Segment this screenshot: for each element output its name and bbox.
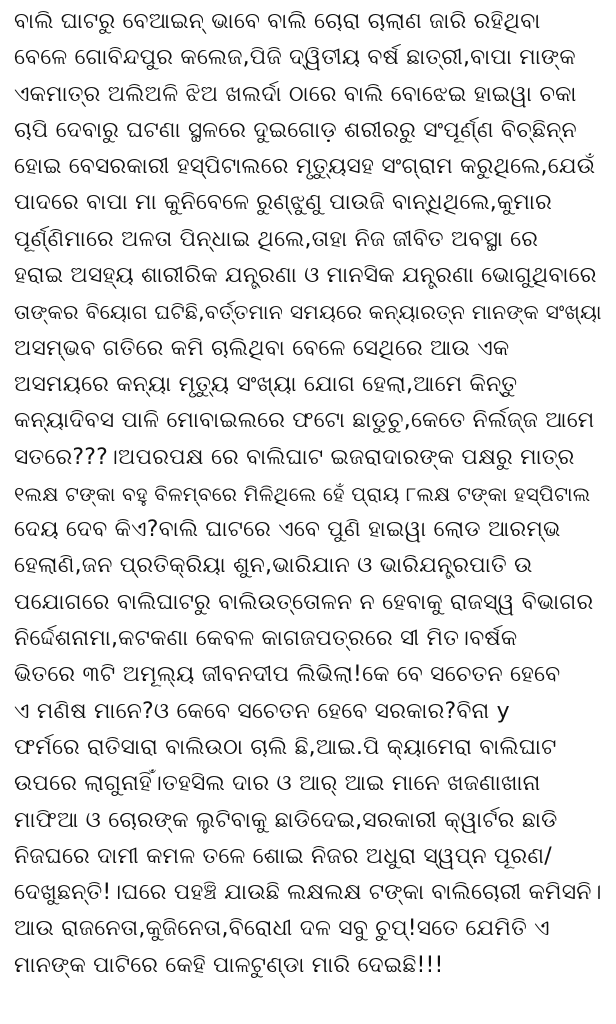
text-line: ସତରେ???।ଅପରପକ୍ଷ ରେ ବାଲିଘାଟ ଇଜରାଦାରଙ୍କ ପକ୍ଷରୁ ମାତ୍ର xyxy=(14,444,575,470)
text-line: ପୂର୍ଣ୍ଣିମାରେ ଅଳତା ପିନ୍ଧାଇ ଥିଲେ,ତାହା ନିଜ ଜୀବିତ ଅବସ୍ଥା ରେ xyxy=(14,226,539,252)
text-line: ମାନଙ୍କ ପାଟିରେ କେହି ପାଳଟୁଣ୍ଡା ମାରି ଦେଇଛି!!! xyxy=(14,952,444,978)
text-line: ହରାଇ ଅସହ୍ୟ ଶାରୀରିକ ଯନ୍ତ୍ରଣା ଓ ମାନସିକ ଯନ୍ତ୍ରଣା ଭୋଗୁଥିବାରେ xyxy=(14,263,597,289)
text-line: ଦେୟ ଦେବ କିଏ?ବାଲି ଘାଟରେ ଏବେ ପୁଣି ହାଇୱା ଲୋଡ ଆରମ୍ଭ xyxy=(14,517,561,543)
text-line: କନ୍ୟାଦିବସ ପାଳି ମୋବାଇଲରେ ଫଟୋ ଛାଡୁଚୁ,କେତେ ନିର୍ଲଜ୍ଜ ଆମେ xyxy=(14,408,595,434)
text-line: ପାଦରେ ବାପା ମା କୁନିବେଳେ ରୁଣ୍ଝୁଣୁ ପାଉଜି ବାନ୍ଧିଥିଲେ,କୁମାର xyxy=(14,190,552,216)
text-line: ତାଙ୍କର ବିୟୋଗ ଘଟିଛି,ବର୍ତ୍ତମାନ ସମୟରେ କନ୍ୟାରତ୍ନ ମାନଙ୍କ ସଂଖ୍ୟା xyxy=(14,300,602,325)
text-line: ବାଲି ଘାଟରୁ ବେଆଇନ୍ ଭାବେ ବାଲି ଚୋରା ଚାଲାଣ ଜାରି ରହିଥିବା xyxy=(14,9,541,34)
text-line: ନିର୍ଦ୍ଦେଶନାମା,କଟକଣା କେବଳ କାଗଜପତ୍ରରେ ସୀ ମିତ।ବର୍ଷକ xyxy=(14,626,518,652)
text-line: ବେଳେ ଗୋବିନ୍ଦପୁର କଲେଜ,ପିଜି ଦ୍ୱିତୀୟ ବର୍ଷ ଛାତ୍ରୀ,ବାପା ମାଙ୍କ xyxy=(14,45,576,71)
text-line: ଏ ମଣିଷ ମାନେ?ଓ କେବେ ସଚେତନ ହେବେ ସରକାର?ବିନା y xyxy=(14,698,510,724)
text-line: ଫର୍ମରେ ରାତିସାରା ବାଲିଉଠା ଚାଲି ଛି,ଆଇ.ପି କ୍ୟାମେରା ବାଲିଘାଟ xyxy=(14,734,557,760)
text-line: ଅସମୟରେ କନ୍ୟା ମୃତ୍ୟୁ ସଂଖ୍ୟା ଯୋଗ ହେଲା,ଆମେ କିନ୍ତୁ xyxy=(14,371,518,397)
text-line: ଏକମାତ୍ର ଅଲିଅଳି ଝିଅ ଖଲର୍ଦା ଠାରେ ବାଲି ବୋଝେଇ ହାଇୱା ଚକା xyxy=(14,81,577,107)
text-line: ପଯୋଗରେ ବାଲିଘାଟରୁ ବାଲିଉତ୍ତୋଳନ ନ ହେବାକୁ ରାଜସ୍ୱ ବିଭାଗର xyxy=(14,589,594,615)
text-line: ନିଜଘରେ ଦାମୀ କମଳ ତଳେ ଶୋଇ ନିଜର ଅଧୁରା ସ୍ୱପ୍ନ ପୂରଣ/ xyxy=(14,843,552,869)
text-line: ହୋଇ ବେସରକାରୀ ହସ୍ପିଟାଲରେ ମୃତ୍ୟୁସହ ସଂଗ୍ରାମ କରୁଥିଲେ,ଯେଉଁ xyxy=(14,154,596,180)
text-line: ଆଉ ରାଜନେତା,କୁଜିନେତା,ବିରୋଧୀ ଦଳ ସବୁ ଚୁପ୍!ସତେ ଯେମିତି ଏ xyxy=(14,916,550,942)
text-line: ଅସମ୍ଭବ ଗତିରେ କମି ଚାଲିଥିବା ବେଳେ ସେଥିରେ ଆଉ ଏକ xyxy=(14,335,510,361)
text-line: ହେଲାଣି,ଜନ ପ୍ରତିକ୍ରିୟା ଶୁନ,ଭାରିଯାନ ଓ ଭାରିଯନ୍ତ୍ରପାତି ଉ xyxy=(14,553,533,579)
text-line: ଚାପି ଦେବାରୁ ଘଟଣା ସ୍ଥଳରେ ଦୁଇଗୋଡ଼ ଶରୀରରୁ ସଂପୂର୍ଣ୍ଣ ବିଚ୍ଛିନ୍ନ xyxy=(14,117,577,143)
text-line: ଉପରେ ଲାଗୁନାହିଁ।ତହସିଲ ଦାର ଓ ଆର୍ ଆଇ ମାନେ ଖଜଣାଖାନା xyxy=(14,771,541,797)
text-line: ୧ଲକ୍ଷ ଟଙ୍କା ବହୁ ବିଳମ୍ବରେ ମିଳିଥିଲେ ହେଁ ପ୍ରାୟ ୮ଲକ୍ଷ ଟଙ୍କା ହସ୍ପିଟାଲ xyxy=(14,481,591,506)
text-line: ମାଫିଆ ଓ ଚୋରଙ୍କ ଲୁଟିବାକୁ ଛାଡିଦେଇ,ସରକାରୀ କ୍ୱାର୍ଟର ଛାଡି xyxy=(14,807,558,833)
text-line: ଭିତରେ ୩ଟି ଅମୂଲ୍ୟ ଜୀବନଦୀପ ଲିଭିଲା!କେ ବେ ସଚେତନ ହେବେ xyxy=(14,662,561,688)
text-line: ଦେଖୁଛନ୍ତି!।ଘରେ ପହଞ୍ଚି ଯାଉଛି ଲକ୍ଷଲକ୍ଷ ଟଙ୍କା ବାଲିଚୋରୀ କମିସନି। xyxy=(14,880,602,906)
